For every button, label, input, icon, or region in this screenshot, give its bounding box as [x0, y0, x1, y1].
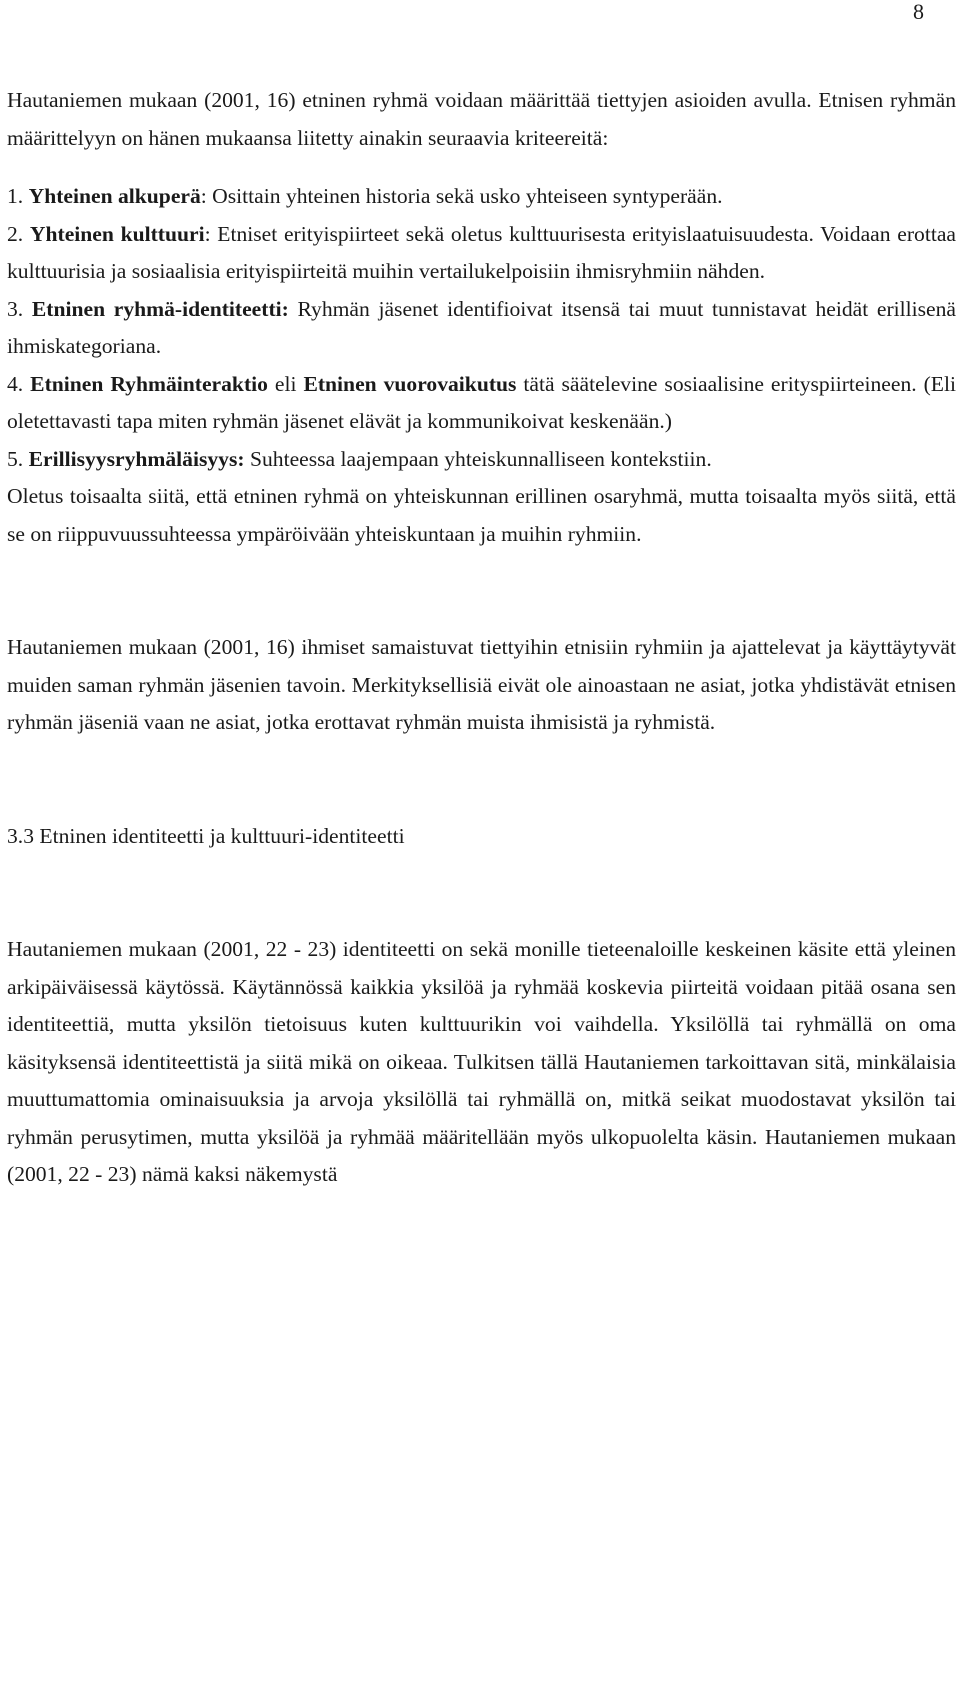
criteria-item-5 [7, 441, 956, 479]
criteria-term: Etninen Ryhmäinteraktio [30, 371, 268, 396]
paragraph-3: Hautaniemen mukaan (2001, 22 - 23) identiteetti on sekä monille tieteenaloille keskeinen käsite että yleinen arkipäiväisessä käytössä. Käytännössä kaikkia yksilöä ja ryhmää koskevia piirteitä voidaan pitää osana sen identiteettiä, mutta yksilön tietoisuus kuten kulttuurikin voi vaihdella. Yksilöllä tai ryhmällä on oma käsityksensä identiteettistä ja siitä mikä on oikeaa. Tulkitsen tällä Hautaniemen tarkoittavan sitä, minkälaisia muuttumattomia ominaisuuksia ja arvoja yksilöllä tai ryhmällä on, mitkä seikat muodostavat yksilön tai ryhmän perusytimen, mutta yksilöä ja ryhmää määritellään myös ulkopuolelta käsin. Hautaniemen mukaan (2001, 22 - 23) nämä kaksi näkemystä [7, 937, 956, 1186]
page-content [7, 82, 956, 1194]
spacer [7, 157, 956, 178]
criteria-term: Erillisyysryhmäläisyys: [28, 446, 245, 471]
criteria-item-3 [7, 291, 956, 366]
criteria-connector: eli [267, 371, 304, 396]
criteria-number: 4. [7, 371, 24, 396]
criteria-term-2: Etninen vuorovaikutus [303, 371, 517, 396]
criteria-text: Suhteessa laajempaan yhteiskunnalliseen kontekstiin. [244, 446, 712, 471]
criteria-text: Ryhmän jäsenet identifioivat itsensä tai muut tunnistavat heidät erillisenä ihmiskategoriana. [7, 296, 957, 358]
criteria-text: Etniset erityispiirteet sekä oletus kulttuurisesta erityislaatuisuudesta. Voidaan erottaa kulttuurisia ja sosiaalisia erityispiirteitä muihin vertailukelpoisiin ihmisryhmiin nähden. [7, 221, 956, 283]
criteria-item-1 [7, 178, 956, 216]
criteria-number: 5. [7, 446, 24, 471]
criteria-number: 3. [7, 296, 24, 321]
criteria-term: Etninen ryhmä-identiteetti: [31, 296, 289, 321]
spacer [7, 742, 956, 818]
criteria-term: Yhteinen kulttuuri [29, 221, 205, 246]
page-number: 8 [913, 0, 924, 24]
criteria-separator: : [204, 221, 211, 246]
paragraph-after-list: Oletus toisaalta siitä, että etninen ryhmä on yhteiskunnan erillinen osaryhmä, mutta toisaalta myös siitä, että se on riippuvuussuhteessa ympäröivään yhteiskuntaan ja muihin ryhmiin. [7, 484, 956, 546]
paragraph-2: Hautaniemen mukaan (2001, 16) ihmiset samaistuvat tiettyihin etnisiin ryhmiin ja ajattelevat ja käyttäytyvät muiden saman ryhmän jäsenien tavoin. Merkityksellisiä eivät ole ainoastaan ne asiat, jotka yhdistävät etnisen ryhmän jäseniä vaan ne asiat, jotka erottavat ryhmän muista ihmisistä ja ryhmistä. [7, 635, 956, 734]
criteria-text: Osittain yhteinen historia sekä usko yhteiseen syntyperään. [206, 184, 723, 208]
criteria-term: Yhteinen alkuperä [28, 184, 201, 208]
criteria-item-2 [7, 216, 956, 291]
section-heading: 3.3 Etninen identiteetti ja kulttuuri-identiteetti [7, 823, 405, 848]
spacer [7, 553, 956, 629]
criteria-separator: : [200, 184, 207, 208]
criteria-number: 2. [7, 221, 24, 246]
criteria-number: 1. [7, 184, 24, 208]
criteria-item-4 [7, 366, 956, 441]
intro-paragraph: Hautaniemen mukaan (2001, 16) etninen ryhmä voidaan määrittää tiettyjen asioiden avulla. Etnisen ryhmän määrittelyyn on hänen mukaansa liitetty ainakin seuraavia kriteereitä: [7, 88, 956, 150]
criteria-text: tätä säätelevine sosiaalisine erityspiirteineen. (Eli oletettavasti tapa miten ryhmän jäsenet elävät ja kommunikoivat keskenään.) [7, 371, 956, 433]
spacer [7, 855, 956, 931]
